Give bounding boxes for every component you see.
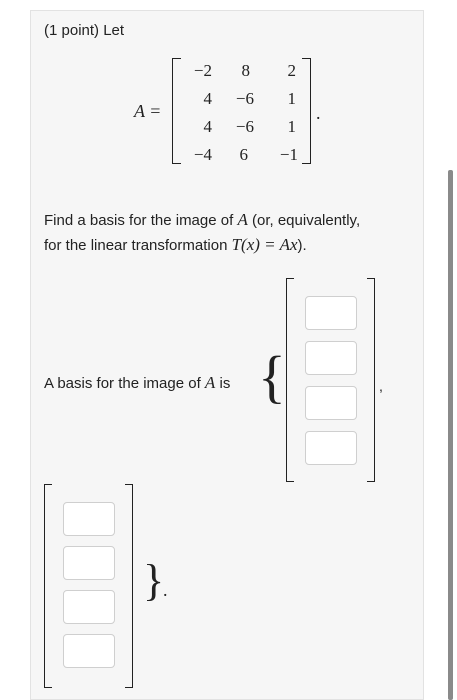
vector-1-entry-1-input[interactable] — [305, 296, 357, 330]
vector-1-right-bracket — [367, 278, 375, 482]
matrix-cell: −2 — [193, 61, 212, 80]
matrix-cell: 1 — [287, 89, 296, 108]
set-close-brace: } — [143, 556, 165, 605]
matrix-cell: 4 — [203, 117, 212, 136]
set-open-brace: { — [258, 344, 286, 409]
vector-2-left-bracket — [44, 484, 52, 688]
matrix-period: . — [316, 103, 321, 123]
matrix-right-bracket — [302, 58, 311, 164]
vector-1-entry-2-input[interactable] — [305, 341, 357, 375]
vector-1-entry-4-input[interactable] — [305, 431, 357, 465]
matrix-cell: 8 — [241, 61, 250, 80]
matrix-cell: −6 — [235, 89, 254, 108]
vector-2-right-bracket — [125, 484, 133, 688]
vector-2-entry-2-input[interactable] — [63, 546, 115, 580]
question-text — [44, 208, 404, 258]
problem-intro: (1 point) Let — [44, 22, 125, 39]
answer-label-1: A basis for the image of — [44, 375, 205, 392]
vector-2-entry-3-input[interactable] — [63, 590, 115, 624]
matrix-label-text: A = — [134, 101, 162, 121]
question-var: A — [237, 210, 248, 229]
question-text-3: for the linear transformation — [44, 237, 232, 254]
matrix-cell: 1 — [287, 117, 296, 136]
answer-period: . — [163, 580, 168, 600]
matrix-cell: −6 — [235, 117, 254, 136]
question-text-4: ). — [297, 237, 307, 254]
vector-1-left-bracket — [286, 278, 294, 482]
matrix-cell: −1 — [279, 145, 298, 164]
matrix-label — [134, 101, 161, 122]
matrix-cell: 6 — [239, 145, 248, 164]
answer-label-2: is — [215, 375, 231, 392]
question-text-1: Find a basis for the image of — [44, 212, 238, 229]
matrix-cell: −4 — [193, 145, 212, 164]
scrollbar[interactable] — [448, 170, 453, 700]
answer-label-var: A — [204, 373, 216, 392]
question-formula: T(x) = Ax — [231, 235, 298, 254]
vector-2-entry-4-input[interactable] — [63, 634, 115, 668]
answer-label — [44, 373, 230, 393]
vector-separator-comma: , — [379, 378, 383, 394]
matrix-cell: 2 — [287, 61, 296, 80]
matrix-cell: 4 — [203, 89, 212, 108]
question-text-2: (or, equivalently, — [247, 212, 361, 229]
vector-2-entry-1-input[interactable] — [63, 502, 115, 536]
vector-1-entry-3-input[interactable] — [305, 386, 357, 420]
